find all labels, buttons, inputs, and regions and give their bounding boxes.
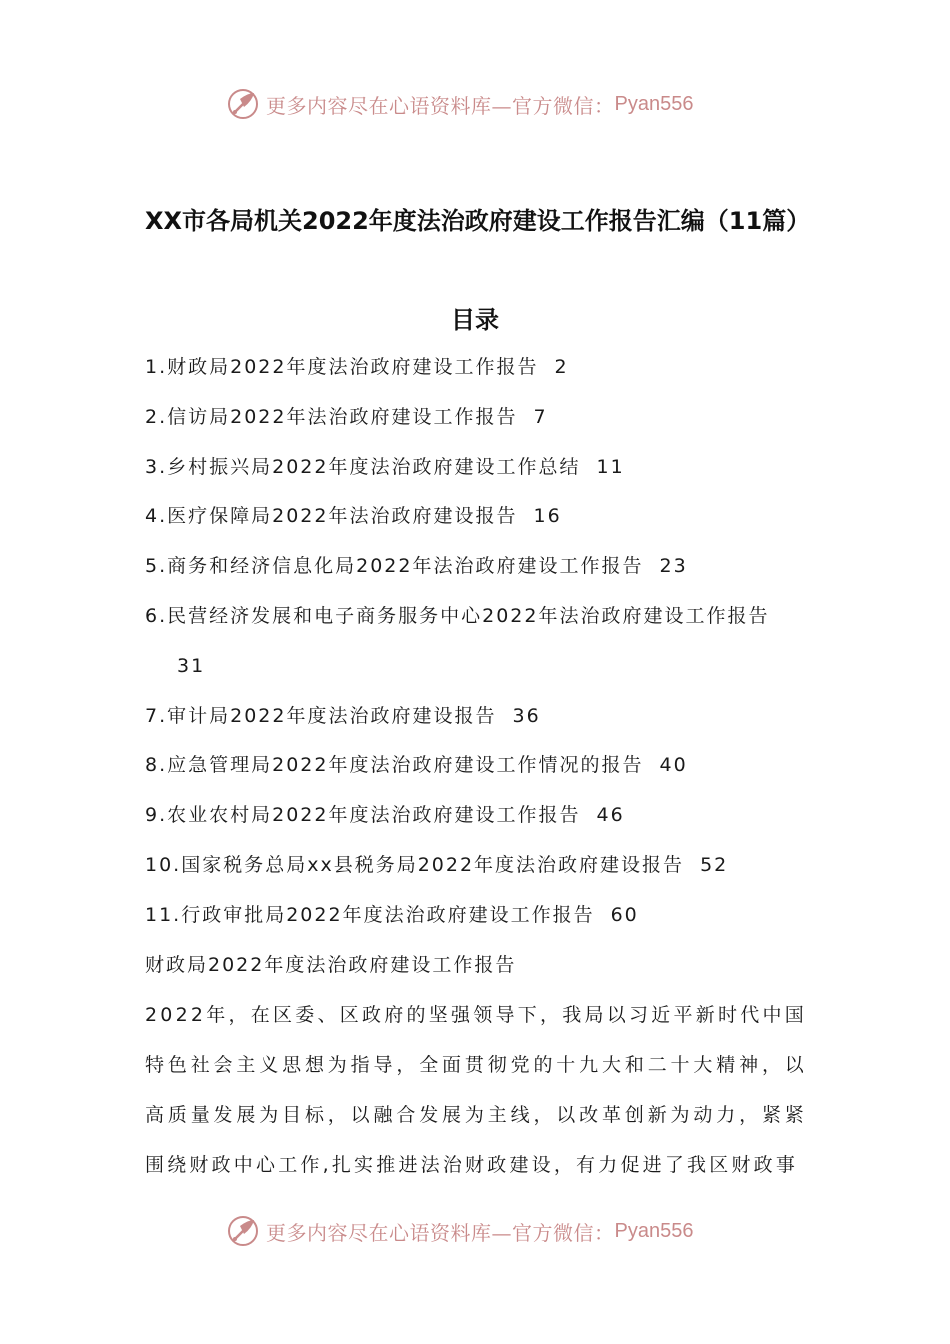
toc-item-label: 3.乡村振兴局2022年度法治政府建设工作总结 [145, 455, 581, 478]
toc-item-label: 7.审计局2022年度法治政府建设报告 [145, 704, 497, 727]
toc-item-label: 11.行政审批局2022年度法治政府建设工作报告 [145, 903, 595, 926]
toc-item-label: 9.农业农村局2022年度法治政府建设工作报告 [145, 804, 581, 827]
toc-item-page: 31 [177, 654, 206, 677]
toc-item-label: 10.国家税务总局xx县税务局2022年度法治政府建设报告 [145, 853, 685, 876]
toc-item-page: 60 [610, 903, 639, 926]
toc-item[interactable] [145, 791, 810, 841]
toc-item[interactable] [145, 393, 810, 443]
watermark-account: Pyan556 [614, 92, 694, 115]
section-title: 财政局2022年度法治政府建设工作报告 [145, 954, 517, 976]
watermark-account: Pyan556 [614, 1219, 694, 1242]
body-paragraph: 2022年，在区委、区政府的坚强领导下，我局以习近平新时代中国特色社会主义思想为指导，全面贯彻党的十九大和二十大精神，以高质量发展为目标，以融合发展为主线，以改革创新为动力，紧紧围绕财政中心工作,扎实推进法治财政建设，有力促进了我区财政事 [145, 1004, 807, 1176]
watermark-banner-top [226, 84, 693, 124]
quill-logo-icon [226, 87, 260, 121]
toc-item[interactable] [145, 542, 810, 592]
toc-item[interactable] [145, 741, 810, 791]
toc-item-page: 40 [659, 754, 688, 777]
toc-item[interactable] [145, 891, 810, 941]
toc-item-page: 46 [596, 804, 625, 827]
toc-item[interactable] [145, 592, 810, 692]
toc-item-page: 52 [700, 853, 729, 876]
watermark-brand-text: 更多内容尽在心语资料库—官方微信： [266, 1220, 615, 1245]
toc-item[interactable] [145, 841, 810, 891]
toc-item-page: 23 [659, 555, 688, 578]
toc-item-label: 8.应急管理局2022年度法治政府建设工作情况的报告 [145, 754, 644, 777]
toc-item-page: 2 [554, 356, 569, 378]
watermark-banner-bottom [226, 1211, 693, 1251]
toc-item-page: 7 [533, 405, 548, 428]
toc-item-label: 6.民营经济发展和电子商务服务中心2022年法治政府建设工作报告 [145, 604, 770, 627]
quill-logo-icon [226, 1214, 260, 1248]
toc-item[interactable] [145, 343, 810, 393]
table-of-contents [145, 343, 810, 941]
toc-item[interactable] [145, 443, 810, 493]
toc-item-page: 11 [596, 455, 625, 478]
document-title: XX市各局机关2022年度法治政府建设工作报告汇编（11篇） [145, 207, 811, 235]
watermark-brand-text: 更多内容尽在心语资料库—官方微信： [266, 93, 615, 118]
toc-heading: 目录 [451, 306, 499, 334]
toc-item[interactable] [145, 492, 810, 542]
toc-item-page: 36 [512, 704, 541, 727]
toc-item-label: 2.信访局2022年法治政府建设工作报告 [145, 405, 518, 428]
toc-item-label: 5.商务和经济信息化局2022年法治政府建设工作报告 [145, 555, 644, 578]
toc-item-page: 16 [533, 505, 562, 528]
toc-item[interactable] [145, 692, 810, 742]
toc-item-label: 1.财政局2022年度法治政府建设工作报告 [145, 356, 539, 378]
toc-item-label: 4.医疗保障局2022年法治政府建设报告 [145, 505, 518, 528]
